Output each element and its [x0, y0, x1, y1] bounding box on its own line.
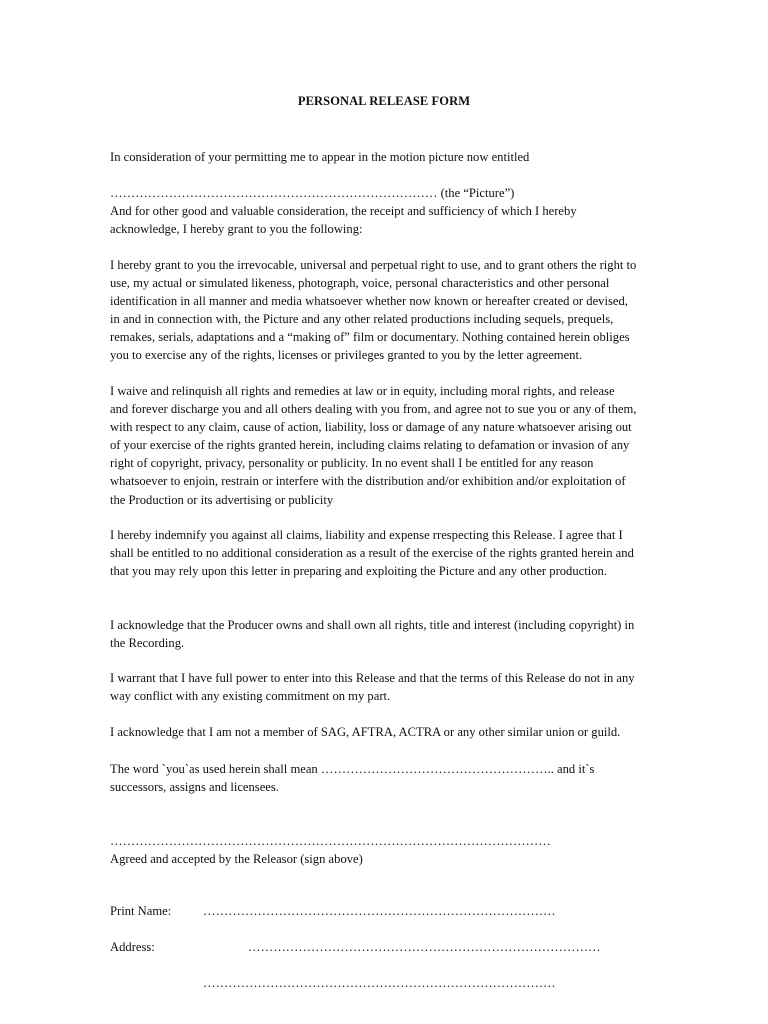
- waive-paragraph: [110, 382, 670, 509]
- consideration-line: And for other good and valuable consideration, the receipt and sufficiency of which I hereby: [110, 204, 577, 219]
- producer-paragraph: [110, 616, 670, 652]
- union-paragraph: [110, 723, 670, 741]
- intro-line: In consideration of your permitting me to appear in the motion picture now entitled: [110, 150, 530, 164]
- waive-line: right of copyright, privacy, personality or publicity. In no event shall I be entitled for any reason: [110, 456, 594, 471]
- warrant-line: way conflict with any existing commitment on my part.: [110, 689, 391, 704]
- word-you-paragraph: [110, 760, 670, 796]
- waive-line: and forever discharge you and all others dealing with you from, and agree not to sue you or any of them,: [110, 402, 637, 417]
- grant-line: you to exercise any of the rights, licenses or privileges granted to you by the letter agreement.: [110, 348, 583, 363]
- indemnify-paragraph: [110, 526, 670, 580]
- address-label: Address:: [110, 940, 155, 954]
- picture-title-blank: …………………………………………………………………… (the “Picture”): [110, 186, 515, 200]
- signature-block: [110, 832, 670, 868]
- address-field-line-2[interactable]: …………………………………………………………………………: [203, 976, 556, 990]
- signature-line[interactable]: ……………………………………………………………………………………………: [110, 834, 551, 848]
- document-title: PERSONAL RELEASE FORM: [297, 94, 471, 108]
- intro-paragraph: [110, 148, 670, 166]
- grant-line: remakes, serials, adaptations and a “making of” film or documentary. Nothing contained herein obliges: [110, 330, 630, 345]
- indemnify-line: shall be entitled to no additional consideration as a result of the exercise of the rights granted herein and: [110, 546, 634, 561]
- warrant-paragraph: [110, 669, 670, 705]
- print-name-label: Print Name:: [110, 904, 172, 918]
- indemnify-line: that you may rely upon this letter in preparing and exploiting the Picture and any other production.: [110, 564, 607, 579]
- grant-line: use, my actual or simulated likeness, photograph, voice, personal characteristics and other personal: [110, 276, 610, 291]
- grant-line: in and in connection with, the Picture and any other related productions including sequels, prequels,: [110, 312, 614, 327]
- signature-caption: Agreed and accepted by the Releasor (sign above): [110, 852, 363, 867]
- waive-line: I waive and relinquish all rights and remedies at law or in equity, including moral rights, and release: [110, 384, 615, 398]
- address-field-line-1[interactable]: …………………………………………………………………………: [248, 940, 601, 954]
- union-line: I acknowledge that I am not a member of SAG, AFTRA, ACTRA or any other similar union or guild.: [110, 725, 621, 739]
- print-name-field[interactable]: …………………………………………………………………………: [203, 904, 556, 918]
- indemnify-line: I hereby indemnify you against all claims, liability and expense rrespecting this Release. I agree that I: [110, 528, 623, 542]
- waive-line: the Production or its advertising or publicity: [110, 492, 334, 507]
- picture-title-paragraph: [110, 184, 670, 238]
- word-you-line: successors, assigns and licensees.: [110, 780, 279, 795]
- grant-line: I hereby grant to you the irrevocable, universal and perpetual right to use, and to grant others the right to: [110, 258, 637, 272]
- grant-paragraph: [110, 256, 670, 365]
- consideration-line: acknowledge, I hereby grant to you the following:: [110, 222, 363, 237]
- warrant-line: I warrant that I have full power to enter into this Release and that the terms of this Release do not in any: [110, 671, 635, 685]
- waive-line: whatsoever to enjoin, restrain or interfere with the distribution and/or exhibition and/or exploitation of: [110, 474, 626, 489]
- producer-line: the Recording.: [110, 636, 185, 651]
- waive-line: with respect to any claim, cause of action, liability, loss or damage of any nature whatsoever arising out: [110, 420, 632, 435]
- word-you-line: The word `you`as used herein shall mean ……………………………………………….. and it`s: [110, 762, 595, 776]
- producer-line: I acknowledge that the Producer owns and shall own all rights, title and interest (including copyright) in: [110, 618, 635, 632]
- waive-line: of your exercise of the rights granted herein, including claims relating to defamation or invasion of any: [110, 438, 630, 453]
- grant-line: identification in all manner and media whatsoever whether now known or hereafter created or devised,: [110, 294, 628, 309]
